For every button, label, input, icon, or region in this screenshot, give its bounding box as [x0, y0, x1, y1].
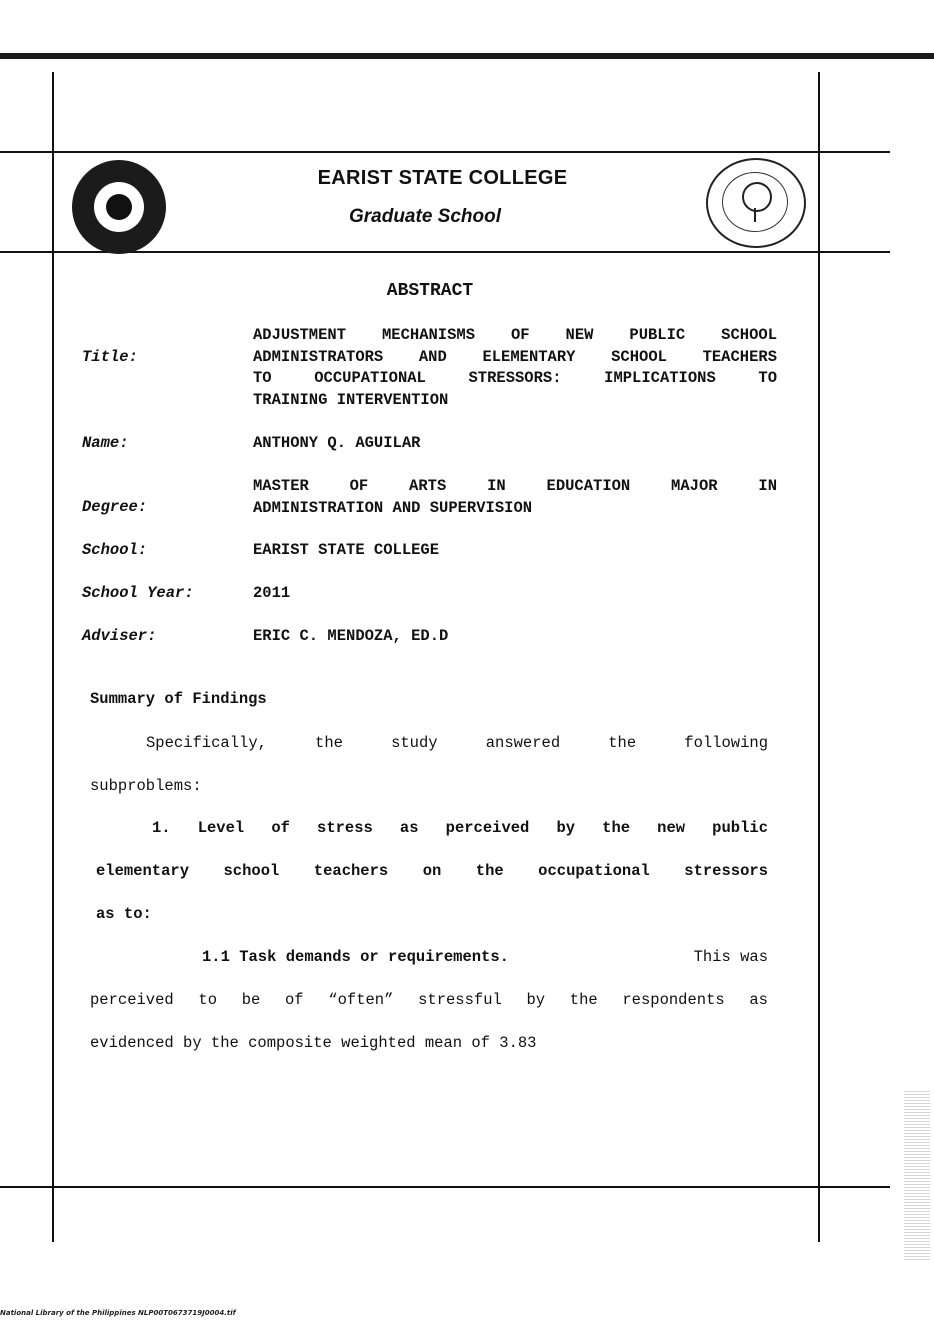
finding-item-1-1: [90, 936, 768, 1065]
title-line: TRAINING INTERVENTION: [253, 390, 449, 409]
title-line: TO OCCUPATIONAL STRESSORS: IMPLICATIONS TO: [253, 369, 777, 387]
footer-rule: [0, 1186, 890, 1188]
title-line: ADJUSTMENT MECHANISMS OF NEW PUBLIC SCHOOL: [253, 326, 777, 344]
scan-footer-note: National Library of the Philippines NLP00T0673719J0004.tif: [0, 1309, 236, 1317]
school-year-label: School Year:: [82, 584, 194, 602]
title-label: Title:: [82, 348, 138, 366]
paragraph-line: 1. Level of stress as perceived by the new public: [152, 819, 768, 837]
right-margin-rule: [818, 72, 820, 1242]
graduate-school-seal-icon: [706, 158, 806, 248]
degree-line: ADMINISTRATION AND SUPERVISION: [253, 498, 533, 517]
finding-item-1-1-heading: 1.1 Task demands or requirements.: [202, 948, 509, 966]
finding-item-1: [96, 807, 768, 936]
graduate-school-name: Graduate School: [348, 206, 502, 227]
abstract-heading: ABSTRACT: [386, 281, 474, 301]
paragraph-line: elementary school teachers on the occupational stressors: [96, 862, 768, 880]
intro-paragraph: [90, 722, 768, 808]
paragraph-line: Specifically, the study answered the following: [146, 734, 768, 752]
paragraph-line: evidenced by the composite weighted mean of 3.83: [90, 1034, 537, 1052]
adviser-label: Adviser:: [82, 627, 157, 645]
degree-value: [253, 476, 777, 519]
header-top-rule: [0, 151, 890, 153]
degree-label: Degree:: [82, 498, 148, 516]
school-label: School:: [82, 541, 148, 559]
paragraph-line: as to:: [96, 905, 152, 923]
adviser-value: ERIC C. MENDOZA, ED.D: [253, 627, 449, 645]
degree-line: MASTER OF ARTS IN EDUCATION MAJOR IN: [253, 477, 777, 495]
left-margin-rule: [52, 72, 54, 1242]
title-line: ADMINISTRATORS AND ELEMENTARY SCHOOL TEACHERS: [253, 347, 777, 366]
paragraph-line: [90, 936, 768, 979]
title-value: [253, 325, 777, 411]
earist-seal-icon: [72, 160, 166, 254]
top-border-bar: [0, 53, 934, 59]
paragraph-line: subproblems:: [90, 777, 202, 795]
school-year-value: 2011: [253, 584, 291, 602]
finding-item-1-1-text: This was: [693, 948, 768, 966]
summary-heading: Summary of Findings: [90, 690, 267, 708]
paragraph-line: perceived to be of “often” stressful by the respondents as: [90, 991, 768, 1009]
name-value: ANTHONY Q. AGUILAR: [253, 434, 421, 452]
school-value: EARIST STATE COLLEGE: [253, 541, 440, 559]
college-name: EARIST STATE COLLEGE: [317, 167, 568, 189]
name-label: Name:: [82, 434, 129, 452]
scan-edge-noise: [904, 1090, 930, 1260]
